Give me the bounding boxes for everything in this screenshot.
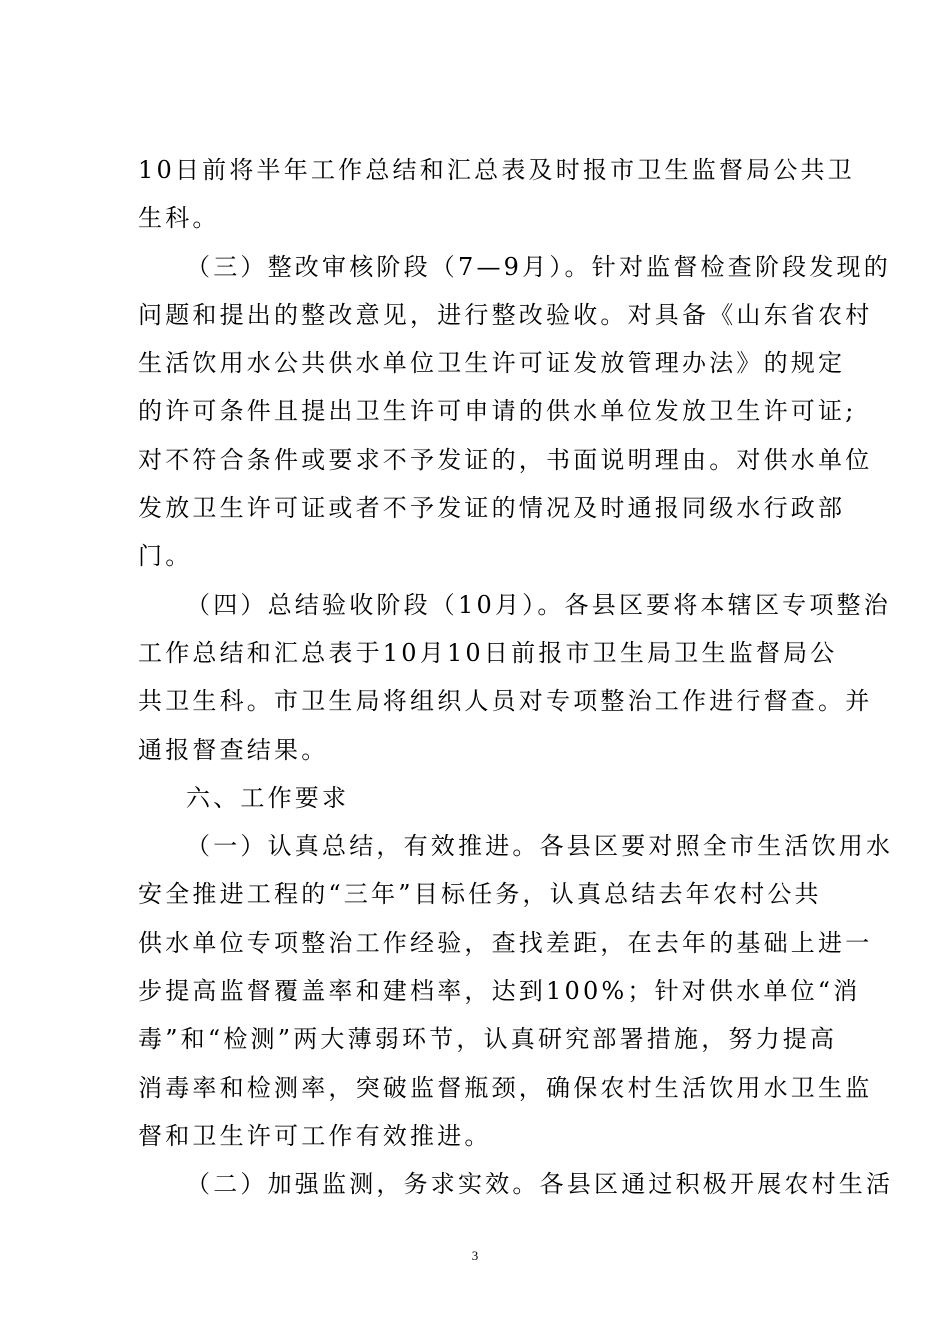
text-line: 毒”和“检测”两大薄弱环节，认真研究部署措施，努力提高: [138, 1025, 838, 1054]
section-heading: 六、工作要求: [186, 783, 350, 812]
text-line: 对不符合条件或要求不予发证的，书面说明理由。对供水单位: [138, 445, 873, 474]
text-line: 通报督查结果。: [138, 735, 329, 764]
text-line: （一）认真总结，有效推进。各县区要对照全市生活饮用水: [186, 832, 894, 861]
text-line: 步提高监督覆盖率和建档率，达到100%；针对供水单位“消: [138, 977, 861, 1006]
text-line: 10日前将半年工作总结和汇总表及时报市卫生监督局公共卫: [138, 156, 855, 184]
page-number: 3: [471, 1248, 479, 1263]
text-line: 门。: [138, 542, 193, 571]
text-line: 共卫生科。市卫生局将组织人员对专项整治工作进行督查。并: [138, 687, 873, 716]
text-line: 发放卫生许可证或者不予发证的情况及时通报同级水行政部: [138, 494, 846, 523]
text-line: 安全推进工程的“三年”目标任务，认真总结去年农村公共: [138, 880, 822, 909]
text-line: （三）整改审核阶段（7—9月）。针对监督检查阶段发现的: [186, 252, 891, 281]
text-line: 的许可条件且提出卫生许可申请的供水单位发放卫生许可证;: [138, 397, 857, 426]
text-line: （二）加强监测，务求实效。各县区通过积极开展农村生活: [186, 1170, 894, 1199]
text-line: 消毒率和检测率，突破监督瓶颈，确保农村生活饮用水卫生监: [138, 1073, 873, 1102]
text-line: 生活饮用水公共供水单位卫生许可证发放管理办法》的规定: [138, 349, 846, 378]
text-line: 供水单位专项整治工作经验，查找差距，在去年的基础上进一: [138, 928, 873, 957]
text-line: 生科。: [138, 204, 220, 233]
text-line: 工作总结和汇总表于10月10日前报市卫生局卫生监督局公: [138, 638, 838, 667]
text-line: 督和卫生许可工作有效推进。: [138, 1121, 492, 1150]
text-line: 问题和提出的整改意见，进行整改验收。对具备《山东省农村: [138, 300, 873, 329]
text-line: （四）总结验收阶段（10月）。各县区要将本辖区专项整治: [186, 590, 891, 619]
document-body: [138, 146, 894, 1209]
